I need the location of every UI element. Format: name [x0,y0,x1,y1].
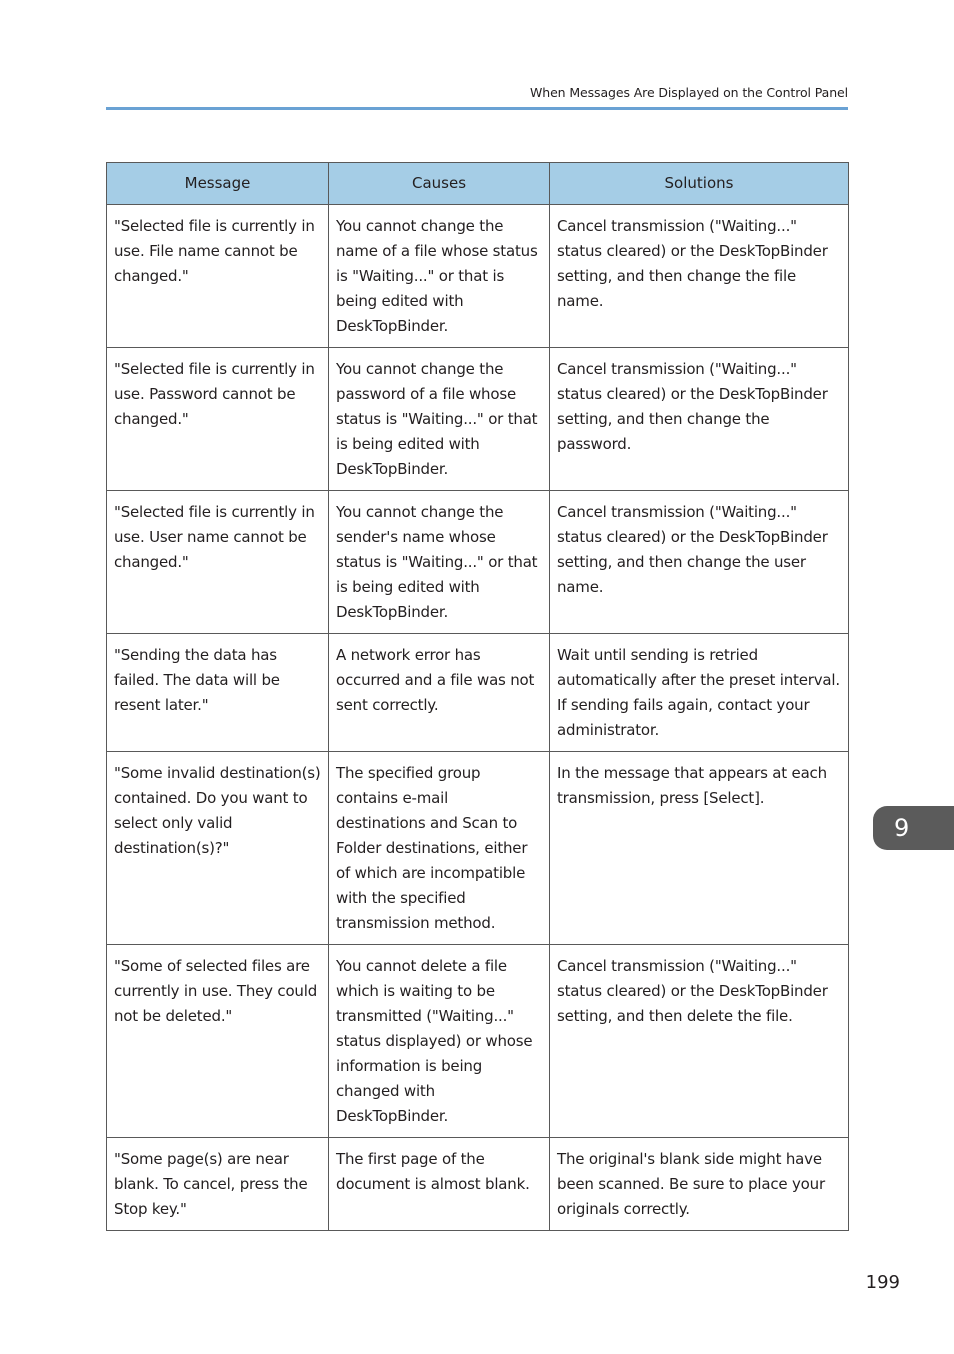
message-cell: "Some of selected files are currently in use. They could not be deleted." [107,945,329,1138]
message-cell: "Some page(s) are near blank. To cancel, press the Stop key." [107,1138,329,1231]
table-row [107,491,849,634]
message-cell: "Selected file is currently in use. Password cannot be changed." [107,348,329,491]
table-row [107,752,849,945]
table-header-row [107,163,849,205]
cause-cell: You cannot change the password of a file whose status is "Waiting..." or that is being edited with DeskTopBinder. [329,348,550,491]
column-header-solutions: Solutions [550,163,849,205]
message-cell: "Some invalid destination(s) contained. Do you want to select only valid destination(s)?" [107,752,329,945]
cause-cell: A network error has occurred and a file was not sent correctly. [329,634,550,752]
solution-cell: The original's blank side might have been scanned. Be sure to place your originals correctly. [550,1138,849,1231]
message-cell: "Selected file is currently in use. File name cannot be changed." [107,205,329,348]
cause-cell: The first page of the document is almost blank. [329,1138,550,1231]
solution-cell: In the message that appears at each transmission, press [Select]. [550,752,849,945]
table-row [107,1138,849,1231]
table-row [107,348,849,491]
cause-cell: You cannot change the name of a file whose status is "Waiting..." or that is being edited with DeskTopBinder. [329,205,550,348]
messages-table [106,162,849,1231]
table-row [107,205,849,348]
chapter-tab: 9 [873,806,954,850]
cause-cell: You cannot delete a file which is waiting to be transmitted ("Waiting..." status displayed) or whose information is being changed with DeskTopBinder. [329,945,550,1138]
solution-cell: Cancel transmission ("Waiting..." status cleared) or the DeskTopBinder setting, and then change the file name. [550,205,849,348]
table-row [107,634,849,752]
column-header-message: Message [107,163,329,205]
column-header-causes: Causes [329,163,550,205]
running-header-title: When Messages Are Displayed on the Control Panel [529,85,848,100]
solution-cell: Cancel transmission ("Waiting..." status cleared) or the DeskTopBinder setting, and then change the user name. [550,491,849,634]
cause-cell: You cannot change the sender's name whose status is "Waiting..." or that is being edited with DeskTopBinder. [329,491,550,634]
solution-cell: Wait until sending is retried automatically after the preset interval. If sending fails again, contact your administrator. [550,634,849,752]
cause-cell: The specified group contains e-mail destinations and Scan to Folder destinations, either of which are incompatible with the specified transmission method. [329,752,550,945]
message-cell: "Sending the data has failed. The data will be resent later." [107,634,329,752]
page-number: 199 [865,1272,900,1293]
table-row [107,945,849,1138]
solution-cell: Cancel transmission ("Waiting..." status cleared) or the DeskTopBinder setting, and then change the password. [550,348,849,491]
header-divider [106,107,848,110]
message-cell: "Selected file is currently in use. User name cannot be changed." [107,491,329,634]
solution-cell: Cancel transmission ("Waiting..." status cleared) or the DeskTopBinder setting, and then delete the file. [550,945,849,1138]
